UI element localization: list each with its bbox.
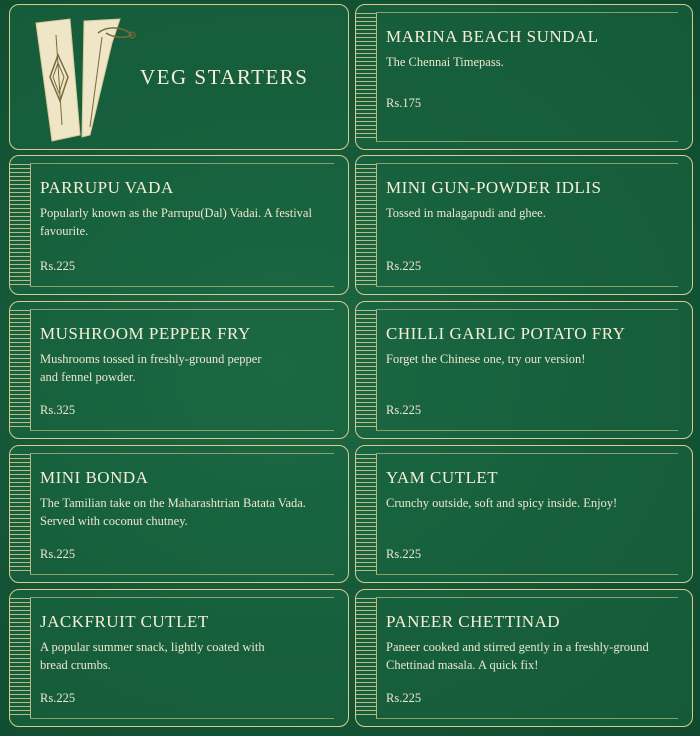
- item-description: Tossed in malagapudi and ghee.: [386, 206, 546, 220]
- menu-item-card: [355, 155, 693, 295]
- menu-item-card: [9, 445, 349, 583]
- item-description: Mushrooms tossed in freshly-ground pepper and fennel powder.: [40, 352, 262, 384]
- item-description: Forget the Chinese one, try our version!: [386, 352, 586, 366]
- section-header-card: [9, 4, 349, 150]
- decorative-stripes: [10, 454, 31, 574]
- menu-item-card: [355, 301, 693, 439]
- decorative-stripes: [10, 598, 31, 718]
- item-price: Rs.325: [40, 403, 76, 417]
- decorative-stripes: [356, 164, 377, 286]
- menu-item-card: [9, 155, 349, 295]
- menu-item-card: [9, 589, 349, 727]
- item-price: Rs.225: [40, 259, 76, 273]
- menu-item-card: [355, 4, 693, 150]
- menu-item-card: [355, 589, 693, 727]
- item-price: Rs.225: [386, 547, 422, 561]
- item-description: The Chennai Timepass.: [386, 55, 504, 69]
- item-description: Paneer cooked and stirred gently in a freshly-ground Chettinad masala. A quick fix!: [386, 640, 649, 672]
- decorative-stripes: [356, 310, 377, 430]
- menu-item-card: [9, 301, 349, 439]
- item-name: MINI BONDA: [40, 468, 149, 487]
- item-price: Rs.225: [386, 691, 422, 705]
- menu-item-card: [355, 445, 693, 583]
- item-description: Popularly known as the Parrupu(Dal) Vadai. A festival favourite.: [40, 206, 312, 238]
- section-title: VEG STARTERS: [140, 65, 309, 89]
- item-price: Rs.225: [40, 691, 76, 705]
- decorative-stripes: [356, 13, 377, 141]
- decorative-stripes: [10, 310, 31, 430]
- item-name: MINI GUN-POWDER IDLIS: [386, 178, 602, 197]
- item-name: PARRUPU VADA: [40, 178, 174, 197]
- item-name: MUSHROOM PEPPER FRY: [40, 324, 251, 343]
- item-price: Rs.225: [386, 403, 422, 417]
- item-name: MARINA BEACH SUNDAL: [386, 27, 599, 46]
- item-name: PANEER CHETTINAD: [386, 612, 561, 631]
- item-description: The Tamilian take on the Maharashtrian Batata Vada. Served with coconut chutney.: [40, 496, 306, 528]
- item-price: Rs.225: [40, 547, 76, 561]
- item-price: Rs.225: [386, 259, 422, 273]
- item-name: CHILLI GARLIC POTATO FRY: [386, 324, 626, 343]
- decorative-stripes: [10, 164, 31, 286]
- item-description: Crunchy outside, soft and spicy inside. Enjoy!: [386, 496, 618, 510]
- decorative-stripes: [356, 454, 377, 574]
- item-description: A popular summer snack, lightly coated with bread crumbs.: [40, 640, 265, 672]
- item-name: JACKFRUIT CUTLET: [40, 612, 209, 631]
- item-price: Rs.175: [386, 96, 422, 110]
- ornamental-v-logo: [32, 15, 142, 145]
- item-name: YAM CUTLET: [386, 468, 499, 487]
- decorative-stripes: [356, 598, 377, 718]
